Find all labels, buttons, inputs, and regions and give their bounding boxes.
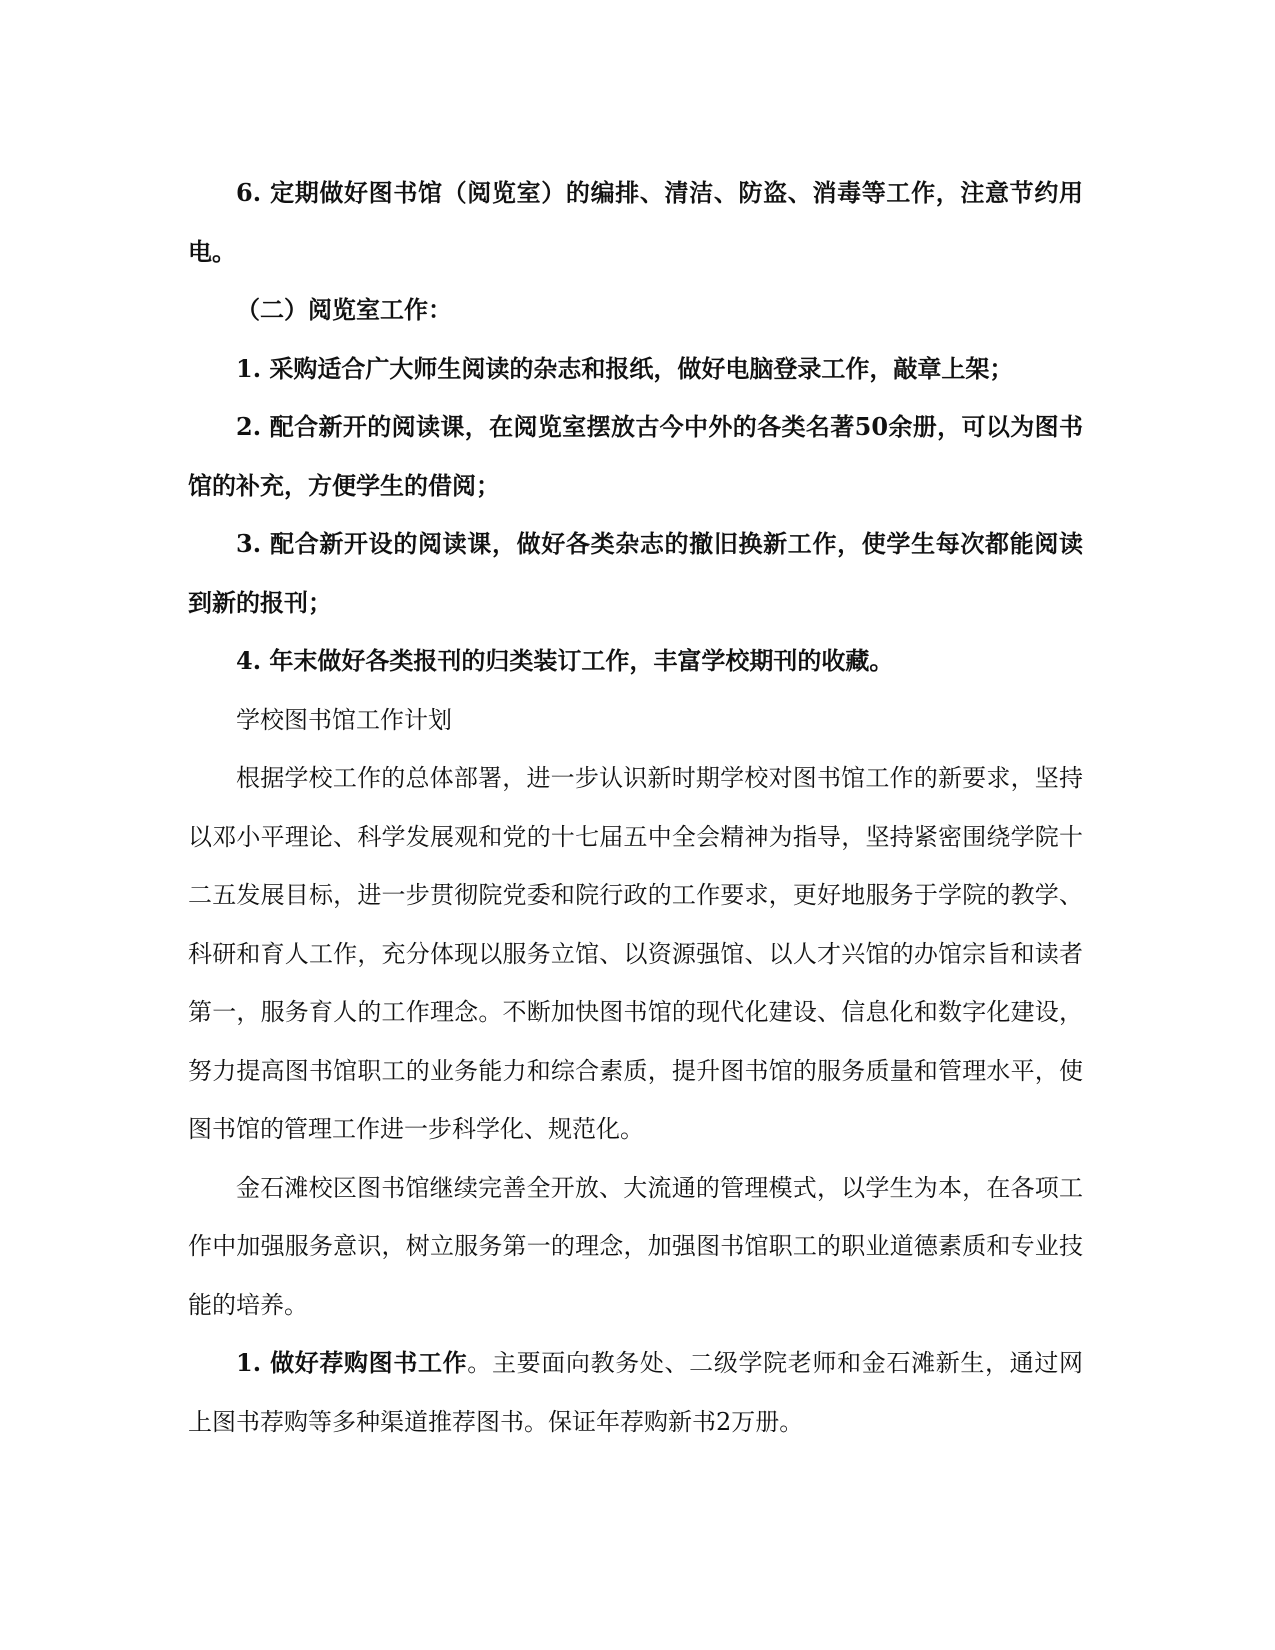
- section-heading-reading-room: （二）阅览室工作：: [236, 295, 452, 324]
- document-body: [188, 164, 1083, 1451]
- paragraph-campus-library: 金石滩校区图书馆继续完善全开放、大流通的管理模式，以学生为本，在各项工作中加强服务意识，树立服务第一的理念，加强图书馆职工的职业道德素质和专业技能的培养。: [188, 1173, 1083, 1319]
- paragraph-lead-rest: 。主要面向教务处、二级学院老师和金石滩新生，通过网上图书荐购等多种渠道推荐图书。保证年荐购新书2万册。: [188, 1349, 1083, 1436]
- paragraph-item-1: 1. 采购适合广大师生阅读的杂志和报纸，做好电脑登录工作，敲章上架；: [236, 353, 1014, 383]
- document-subtitle: 学校图书馆工作计划: [236, 705, 452, 734]
- paragraph-item-4: 4. 年末做好各类报刊的归类装订工作，丰富学校期刊的收藏。: [236, 646, 894, 675]
- paragraph-recommend-books: [188, 1334, 1083, 1451]
- paragraph-lead-bold: 1. 做好荐购图书工作: [236, 1348, 468, 1377]
- paragraph-item-6: 6. 定期做好图书馆（阅览室）的编排、清洁、防盗、消毒等工作，注意节约用电。: [188, 178, 1083, 266]
- paragraph-item-3: 3. 配合新开设的阅读课，做好各类杂志的撤旧换新工作，使学生每次都能阅读到新的报刊；: [188, 529, 1083, 617]
- paragraph-item-2: 2. 配合新开的阅读课，在阅览室摆放古今中外的各类名著50余册，可以为图书馆的补充，方便学生的借阅；: [188, 412, 1083, 500]
- paragraph-overview: 根据学校工作的总体部署，进一步认识新时期学校对图书馆工作的新要求，坚持以邓小平理论、科学发展观和党的十七届五中全会精神为指导，坚持紧密围绕学院十二五发展目标，进一步贯彻院党委和院行政的工作要求，更好地服务于学院的教学、科研和育人工作，充分体现以服务立馆、以资源强馆、以人才兴馆的办馆宗旨和读者第一，服务育人的工作理念。不断加快图书馆的现代化建设、信息化和数字化建设，努力提高图书馆职工的业务能力和综合素质，提升图书馆的服务质量和管理水平，使图书馆的管理工作进一步科学化、规范化。: [188, 764, 1083, 1143]
